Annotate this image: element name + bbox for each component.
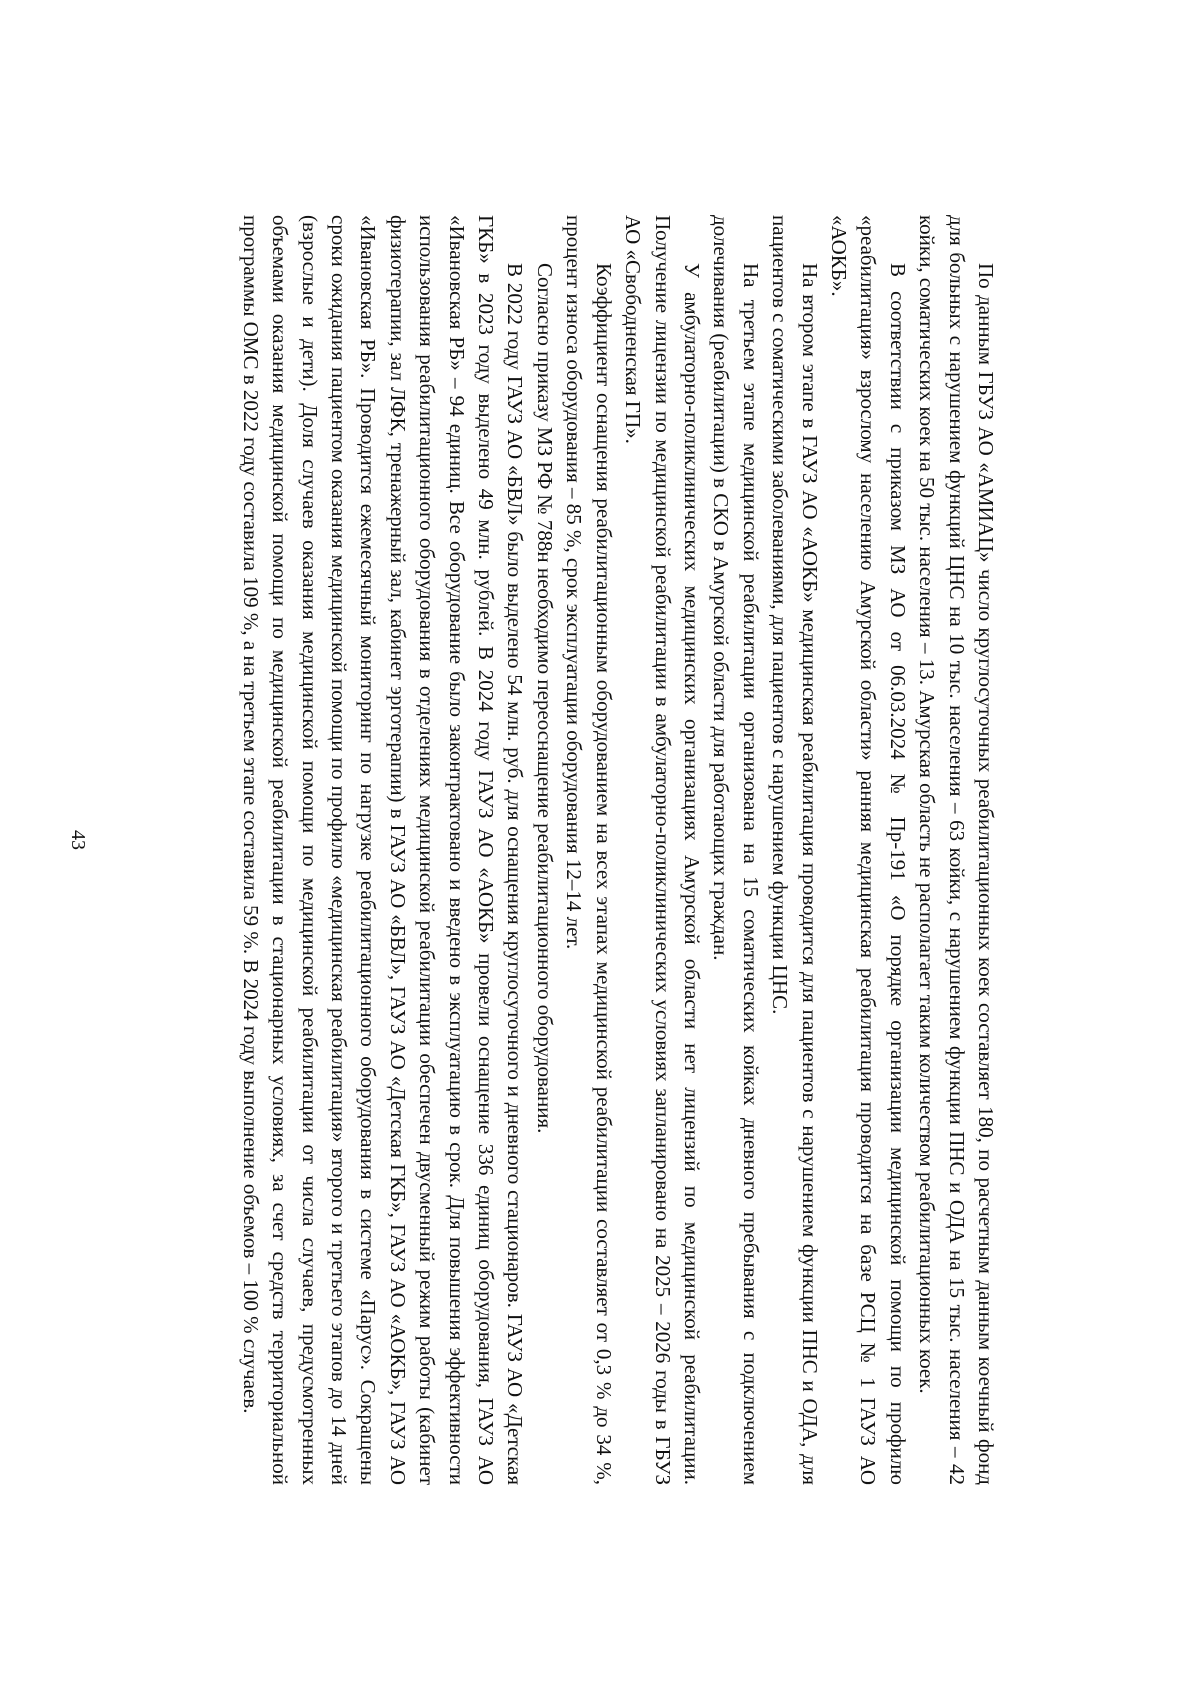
paragraph: В соответствии с приказом МЗ АО от 06.03.2024 № Пр-191 «О порядке организации медицинской помощи по профилю «реабилитация» взрослому населению Амурской области» ранняя медицинская реабилитация проводится на базе РСЦ № 1 ГАУЗ АО «АОКБ». — [826, 215, 910, 1485]
paragraph: В 2022 году ГАУЗ АО «БВЛ» было выделено 54 млн. руб. для оснащения круглосуточного и дневного стационаров. ГАУЗ АО «Детская ГКБ» в 2023 году выделено 49 млн. рублей. В 2024 году ГАУЗ АО «АОКБ» провели оснащение 336 единиц оборудования, ГАУЗ АО «Ивановская РБ» – 94 единиц. Все оборудование было законтрактовано и введено в эксплуатацию в срок. Для повышения эффективности использования реабилитационного оборудования в отделениях медицинской реабилитации обеспечен двусменный режим работы (кабинет физиотерапии, зал ЛФК, тренажерный зал, кабинет эрготерапии) в ГАУЗ АО «БВЛ», ГАУЗ АО «Детская ГКБ», ГАУЗ АО «АОКБ», ГАУЗ АО «Ивановская РБ». Проводится ежемесячный мониторинг по нагрузке реабилитационного оборудования в системе «Парус». Сокращены сроки ожидания пациентом оказания медицинской помощи по профилю «медицинская реабилитация» второго и третьего этапов до 14 дней (взрослые и дети). Доля случаев оказания медицинской помощи по медицинской реабилитации от числа случаев, предусмотренных объемами оказания медицинской помощи по медицинской реабилитации в стационарных условиях, за счет средств территориальной программы ОМС в 2022 году составила 109 %, а на третьем этапе составила 59 %. В 2024 году выполнение объемов – 100 % случаев. — [238, 215, 528, 1485]
paragraph: У амбулаторно-поликлинических медицинских организациях Амурской области нет лицензий по медицинской реабилитации. Получение лицензии по медицинской реабилитации в амбулаторно-поликлинических условиях запланировано на 2025 – 2026 годы в ГБУЗ АО «Свободненская ГП». — [621, 215, 704, 1485]
body-text — [200, 215, 1000, 1485]
paragraph: Коэффициент оснащения реабилитационным оборудованием на всех этапах медицинской реабилитации составляет от 0,3 % до 34 %, процент износа оборудования – 85 %, срок эксплуатации оборудования 12–14 лет. — [562, 215, 616, 1485]
paragraph: По данным ГБУЗ АО «АМИАЦ» число круглосуточных реабилитационных коек составляет 180, по расчетным данным коечный фонд для больных с нарушением функций ЦНС на 10 тыс. населения – 63 койки, с нарушением функции ПНС и ОДА на 15 тыс. населения – 42 койки, соматических коек на 50 тыс. населения – 13. Амурская область не располагает таким количеством реабилитационных коек. — [915, 215, 998, 1485]
paragraph: На втором этапе в ГАУЗ АО «АОКБ» медицинская реабилитация проводится для пациентов с нарушением функции ПНС и ОДА, для пациентов с соматическими заболеваниями, для пациентов с нарушением функции ЦНС. — [768, 215, 822, 1485]
paragraph: Согласно приказу МЗ РФ № 788н необходимо переоснащение реабилитационного оборудования. — [532, 263, 557, 1134]
paragraph: На третьем этапе медицинской реабилитации организована на 15 соматических койках дневного пребывания с подключением долечивания (реабилитации) в СКО в Амурской области для работающих граждан. — [709, 215, 763, 1485]
page-number: 43 — [67, 830, 89, 850]
